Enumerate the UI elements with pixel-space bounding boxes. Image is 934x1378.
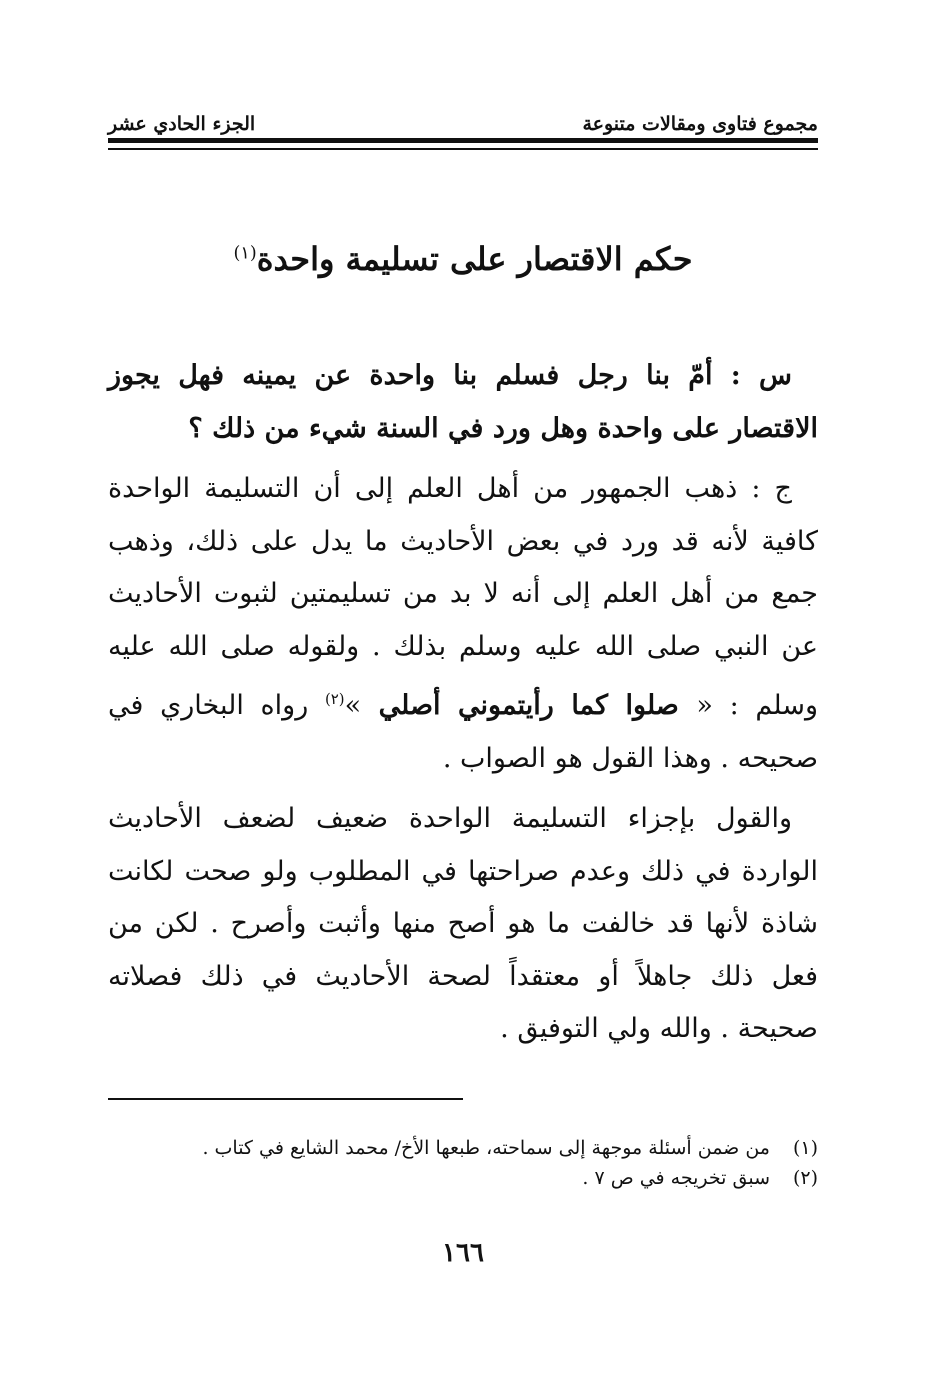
document-page <box>108 95 818 1345</box>
title-footnote-ref: (١) <box>233 243 257 264</box>
answer-text-part3: رواه البخاري في صحيحه . وهذا القول هو الصواب . <box>108 690 818 774</box>
question-paragraph: س : أمّ بنا رجل فسلم بنا واحدة عن يمينه فهل يجوز الاقتصار على واحدة وهل ورد في السنة شيء من ذلك ؟ <box>108 360 818 444</box>
answer-text-part1: ج : ذهب الجمهور من أهل العلم إلى أن التسليمة الواحدة كافية لأنه قد ورد في بعض الأحاديث ما يدل على ذلك، وذهب جمع من أهل العلم إلى أنه لا بد من تسليمتين لثبوت الأحاديث عن النبي صلى الله عليه وسلم بذلك . ولقوله صلى الله عليه وسلم : « <box>108 473 818 721</box>
header-book-title: مجموع فتاوى ومقالات متنوعة <box>582 113 818 135</box>
footnotes <box>108 1133 818 1193</box>
footnote-text: سبق تخريجه في ص ٧ . <box>582 1167 770 1189</box>
answer-paragraph <box>108 463 818 785</box>
title-text: حكم الاقتصار على تسليمة واحدة <box>256 240 693 278</box>
header-volume: الجزء الحادي عشر <box>108 113 256 135</box>
answer-text-part2: » <box>344 690 362 721</box>
answer-footnote-ref: (٢) <box>324 690 345 708</box>
footnote-1 <box>108 1133 818 1163</box>
page-title <box>108 240 818 278</box>
footnote-number: (١) <box>792 1137 818 1159</box>
footnote-2 <box>108 1163 818 1193</box>
page-number: ١٦٦ <box>442 1238 484 1268</box>
running-header <box>108 95 818 135</box>
hadith-quote: صلوا كما رأيتموني أصلي <box>361 690 697 721</box>
footnote-separator <box>108 1098 463 1100</box>
footnote-text: من ضمن أسئلة موجهة إلى سماحته، طبعها الأخ/ محمد الشايع في كتاب . <box>202 1137 770 1159</box>
footnote-number: (٢) <box>792 1167 818 1189</box>
body-text <box>108 350 818 1064</box>
header-rule-thick <box>108 138 818 143</box>
header-rule-thin <box>108 148 818 150</box>
second-paragraph: والقول بإجزاء التسليمة الواحدة ضعيف لضعف الأحاديث الواردة في ذلك وعدم صراحتها في المطلوب ولو صحت لكانت شاذة لأنها قد خالفت ما هو أصح منها وأثبت وأصرح . لكن من فعل ذلك جاهلاً أو معتقداً لصحة الأحاديث في ذلك فصلاته صحيحة . والله ولي التوفيق . <box>108 803 818 1044</box>
